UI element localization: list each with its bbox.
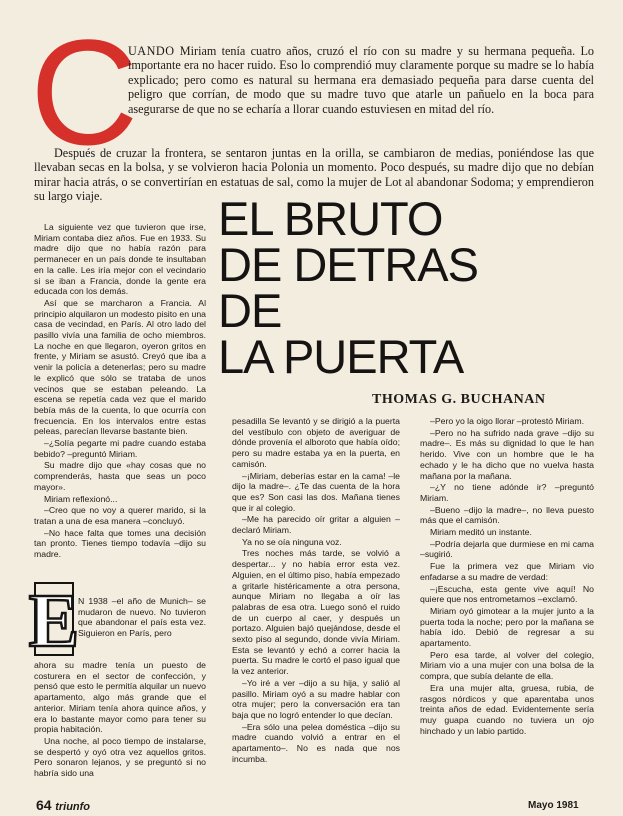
title-line: LA PUERTA	[218, 330, 464, 383]
paragraph: –¡Escucha, esta gente vive aquí! No quiere que nos entrometamos –exclamó.	[420, 583, 594, 605]
paragraph: Era una mujer alta, gruesa, rubia, de rasgos nórdicos y que aparentaba unos treinta años de edad. Evidentemente sería muy guapa cuando no tuviera un ojo hinchado y un labio partido.	[420, 682, 594, 736]
title-line: EL BRUTO	[218, 192, 443, 245]
paragraph: N 1938 –el año de Munich– se mudaron de nuevo. No tuvieron que abandonar el país esta vez. Siguieron en París, pero	[78, 596, 206, 639]
page-number: 64	[36, 797, 52, 813]
magazine-name: triunfo	[55, 801, 91, 813]
paragraph: –¡Miriam, deberías estar en la cama! –le dijo la madre–. ¿Te das cuenta de la hora que es? Son casi las dos. Mañana tienes que ir al colegio.	[232, 470, 400, 513]
issue-date: Mayo 1981	[528, 800, 579, 811]
author-byline: THOMAS G. BUCHANAN	[372, 392, 546, 407]
paragraph: –Me ha parecido oír gritar a alguien –declaró Miriam.	[232, 514, 400, 536]
paragraph: Miriam oyó gimotear a la mujer junto a la puerta toda la noche; pero por la mañana se había ido. Debió de regresar a su apartamento.	[420, 605, 594, 649]
intro-text: Miriam tenía cuatro años, cruzó el río con su madre y su hermana pequeña. Lo importante era no hacer ruido. Eso lo comprendió muy claramente porque su madre se lo había explicado; pero como es natural su hermana era demasiado pequeña para darse cuenta del peligro que corrían, de modo que su madre tuvo que atarle un pañuelo en la boca para asegurarse de que no se echaría a llorar cuando estuviesen en mitad del río.	[128, 44, 594, 116]
intro-paragraph	[128, 44, 594, 116]
paragraph: –Era sólo una pelea doméstica –dijo su madre cuando volvió a entrar en el apartamento–. No es nada que nos incumba.	[232, 721, 400, 764]
title-line: DE	[218, 284, 282, 337]
column-2	[232, 416, 400, 766]
page-footer-left	[36, 797, 90, 813]
intro-first-word: UANDO	[128, 44, 175, 58]
paragraph: pesadilla Se levantó y se dirigió a la puerta del vestíbulo con objeto de averiguar de dónde provenía el alboroto que había oído; pero su madre estaba ya en la puerta, en camisón.	[232, 416, 400, 469]
paragraph: Así que se marcharon a Francia. Al principio alquilaron un modesto pisito en una casa de vecindad, en París. Al otro lado del pasillo vivía una familia de ocho miembros. La noche en que llegaron, oyeron gritos en frente, y Miriam se asustó. Creyó que iba a venir la policía a detenerlas; pero su madre le explicó que sólo se trataba de unos vecinos que se estaban peleando. La escena se repetía cada vez que el marido bebía más de la cuenta, lo que ocurría con frecuencia. En los intervalos entre estas peleas, parecían llevarse bastante bien.	[34, 297, 206, 437]
intro-text-2: Después de cruzar la frontera, se sentaron juntas en la orilla, se cambiaron de medias, poniéndose las que llevaban secas en la bolsa, y se volvieron hacia Polonia un momento. Poco después, su madre dijo que no debían mirar hacia atrás, o se convertirían en estatuas de sal, como la mujer de Lot al abandonar Sodoma; y emprendieron su largo viaje.	[34, 146, 594, 204]
paragraph: –¿Y no tiene adónde ir? –preguntó Miriam.	[420, 482, 594, 503]
article-title	[218, 192, 598, 383]
paragraph: –Pero yo la oigo llorar –protestó Miriam.	[430, 416, 585, 426]
paragraph: Miriam meditó un instante.	[430, 527, 532, 538]
paragraph: –Podría dejarla que durmiese en mi cama –sugirió.	[420, 538, 594, 560]
paragraph: –Yo iré a ver –dijo a su hija, y salió al pasillo. Miriam oyó a su madre hablar con otra mujer; pero la conversación era tan baja que no logró entender lo que decían.	[232, 677, 400, 720]
title-line: DE DETRAS	[218, 238, 478, 291]
paragraph: Ya no se oía ninguna voz.	[242, 536, 342, 547]
paragraph: –Bueno –dijo la madre–, no lleva puesto más que el camisón.	[420, 504, 594, 526]
paragraph: Una noche, al poco tiempo de instalarse, se despertó y oyó otra vez aquellos gritos. Pero sonaron lejanos, y se preguntó si no habría sido una	[34, 735, 206, 779]
column-1-lower	[34, 660, 206, 780]
paragraph: –Pero no ha sufrido nada grave –dijo su madre–. Es más su dignidad lo que le han herido. Vive con un hombre que le ha echado y le ha dicho que no vuelva hasta mañana por la mañana.	[420, 427, 594, 481]
paragraph: –No hace falta que tomes una decisión tan pronto. Tienes tiempo todavía –dijo su madre.	[34, 527, 206, 560]
drop-cap-letter: C	[30, 8, 139, 176]
paragraph: ahora su madre tenía un puesto de costurera en el sector de confección, y pensó que esto le permitía alquilar un nuevo apartamento, algo más grande que el anterior. Miriam tenía ahora quince años, y era lo bastante mayor como para tener su propia habitación.	[34, 660, 206, 735]
column-1-lower-start	[78, 596, 206, 640]
column-1	[34, 222, 206, 561]
column-3	[420, 416, 594, 737]
paragraph: La siguiente vez que tuvieron que irse, Miriam contaba diez años. Fue en 1933. Su madre dijo que no había razón para permanecer en un país donde te insultaban en la calle. Les iría mejor con el vecindario si se iban a Francia, donde la gente era educada con los demás.	[34, 222, 206, 297]
paragraph: Pero esa tarde, al volver del colegio, Miriam vio a una mujer con una bolsa de la compra, que subía delante de ella.	[420, 649, 594, 682]
paragraph: –Creo que no voy a querer marido, si la tratan a una de esa manera –concluyó.	[34, 505, 206, 526]
paragraph: Su madre dijo que «hay cosas que no comprenderás, hasta que seas un poco mayor».	[34, 460, 206, 492]
paragraph: Miriam reflexionó...	[44, 493, 118, 504]
boxed-initial-e	[28, 579, 80, 663]
paragraph: –¿Solía pegarte mi padre cuando estaba bebido? –preguntó Miriam.	[34, 438, 206, 459]
boxed-initial-letter: E	[28, 579, 80, 663]
paragraph: Tres noches más tarde, se volvió a despertar... y no había error esta vez. Alguien, en el último piso, había empezado a gritarle histéricamente a otra persona, aunque Miriam no llegaba a oír las palabras de esa otra. Luego sonó el ruido de un cuerpo al caer, y después un portazo. Alguien bajó quejándose, desde el sexto piso al segundo, donde vivía Miriam. Esta se levantó y echó a correr hacia la puerta. Su madre le cortó el paso igual que la vez anterior.	[232, 548, 400, 677]
paragraph: Fue la primera vez que Miriam vio enfadarse a su madre de verdad:	[420, 561, 594, 582]
